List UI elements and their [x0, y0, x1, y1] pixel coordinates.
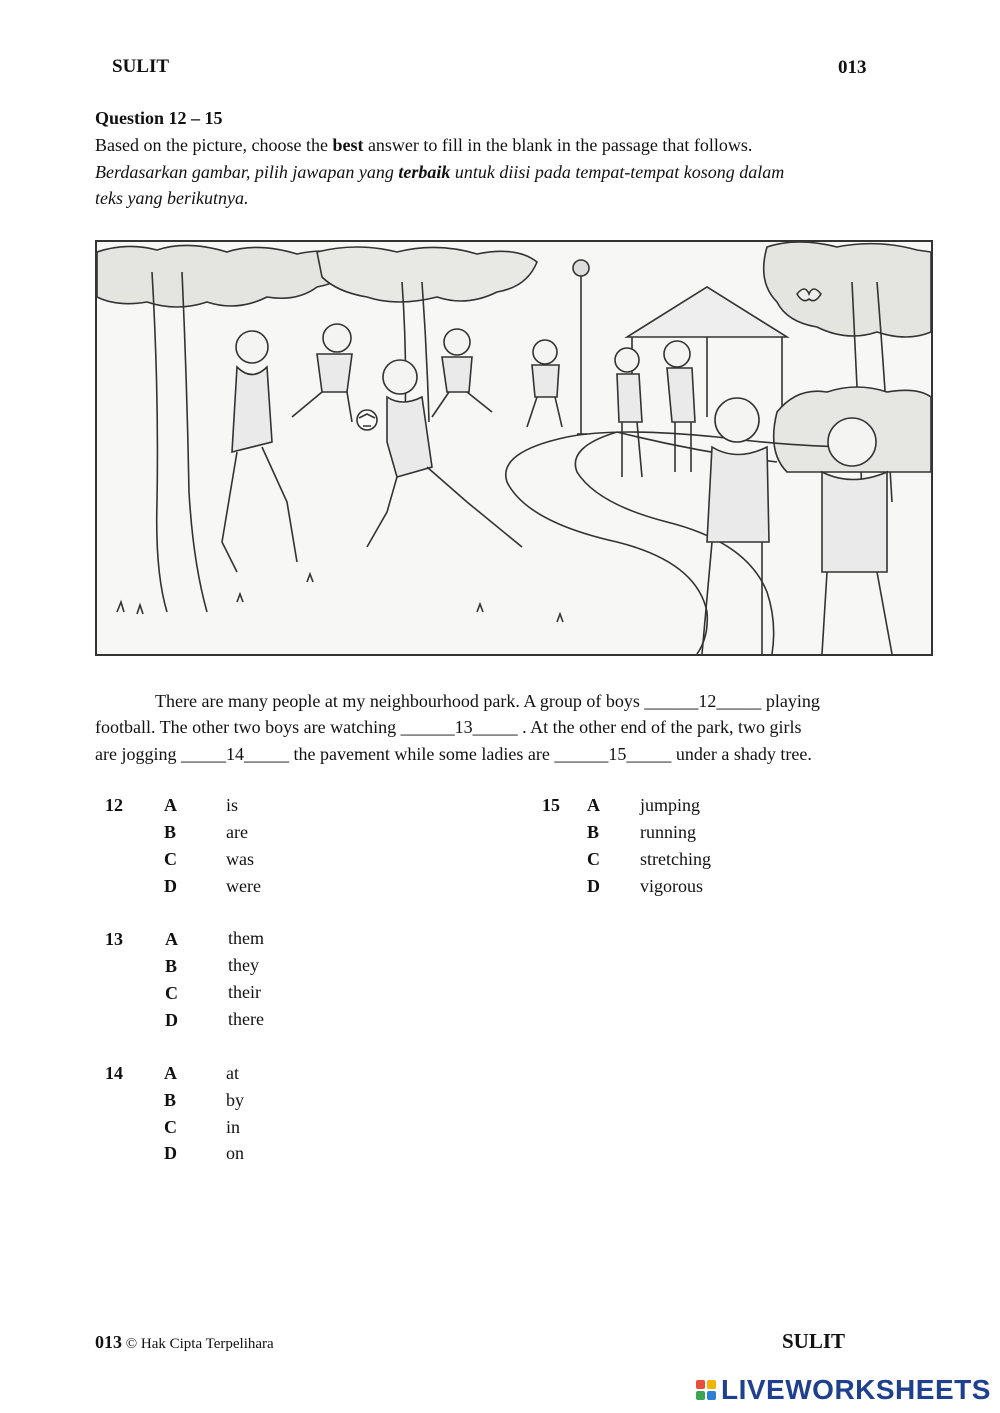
instruction-malay-line1 — [95, 159, 784, 185]
option-letter: C — [164, 1117, 177, 1137]
option-text[interactable]: them — [228, 928, 264, 948]
option-letter: A — [587, 795, 600, 815]
question-title: Question 12 – 15 — [95, 108, 223, 128]
passage-line-3: are jogging _____14_____ the pavement while some ladies are ______15_____ under a shady tree. — [95, 744, 812, 764]
option-letter: B — [164, 822, 177, 842]
option-text[interactable]: in — [226, 1117, 241, 1137]
option-letter: A — [164, 795, 177, 815]
option-text[interactable]: is — [226, 795, 239, 815]
option-letter: D — [164, 876, 177, 896]
option-text[interactable]: running — [640, 822, 696, 842]
instruction-ms-bold: terbaik — [398, 162, 451, 182]
footer-sulit: SULIT — [782, 1329, 846, 1353]
option-text[interactable]: were — [226, 876, 261, 896]
instruction-ms-post: untuk diisi pada tempat-tempat kosong dalam — [450, 162, 785, 182]
header-code: 013 — [838, 57, 867, 78]
instruction-malay-line2: teks yang berikutnya. — [95, 188, 249, 208]
option-letter: C — [587, 849, 600, 869]
option-text[interactable]: was — [226, 849, 254, 869]
footer-code: 013 — [95, 1332, 122, 1352]
option-text[interactable]: by — [226, 1090, 244, 1110]
park-scene-svg — [97, 242, 931, 654]
instruction-english — [95, 132, 752, 158]
option-letter: A — [165, 929, 178, 949]
option-letter: D — [587, 876, 600, 896]
instruction-en-post: answer to fill in the blank in the passage that follows. — [363, 135, 753, 155]
passage-line-1: There are many people at my neighbourhood park. A group of boys ______12_____ playing — [155, 691, 820, 711]
option-text[interactable]: are — [226, 822, 248, 842]
question-number: 14 — [105, 1063, 123, 1083]
option-letter: B — [587, 822, 600, 842]
option-text[interactable]: there — [228, 1009, 264, 1029]
liveworksheets-text: LIVEWORKSHEETS — [721, 1374, 991, 1405]
option-letter: B — [165, 956, 178, 976]
option-letter: C — [164, 849, 177, 869]
option-text[interactable]: their — [228, 982, 261, 1002]
option-text[interactable]: vigorous — [640, 876, 703, 896]
option-text[interactable]: stretching — [640, 849, 711, 869]
option-letter: D — [164, 1143, 177, 1163]
footer-left — [95, 1332, 274, 1353]
question-number: 13 — [105, 929, 123, 949]
option-text[interactable]: they — [228, 955, 259, 975]
passage-line-2: football. The other two boys are watching ______13_____ . At the other end of the park, two girls — [95, 717, 802, 737]
liveworksheets-watermark — [696, 1374, 991, 1406]
liveworksheets-logo-icon — [696, 1380, 718, 1402]
instruction-en-pre: Based on the picture, choose the — [95, 135, 333, 155]
question-number: 15 — [542, 795, 560, 815]
option-letter: A — [164, 1063, 177, 1083]
header-sulit: SULIT — [112, 56, 170, 77]
instruction-ms-pre: Berdasarkan gambar, pilih jawapan yang — [95, 162, 399, 182]
park-illustration — [95, 240, 933, 656]
footer-copyright: © Hak Cipta Terpelihara — [125, 1336, 274, 1352]
instruction-en-bold: best — [332, 135, 364, 155]
option-letter: D — [165, 1010, 178, 1030]
question-number: 12 — [105, 795, 123, 815]
option-text[interactable]: at — [226, 1063, 239, 1083]
option-letter: B — [164, 1090, 177, 1110]
option-text[interactable]: on — [226, 1143, 244, 1163]
option-text[interactable]: jumping — [640, 795, 701, 815]
option-letter: C — [165, 983, 178, 1003]
